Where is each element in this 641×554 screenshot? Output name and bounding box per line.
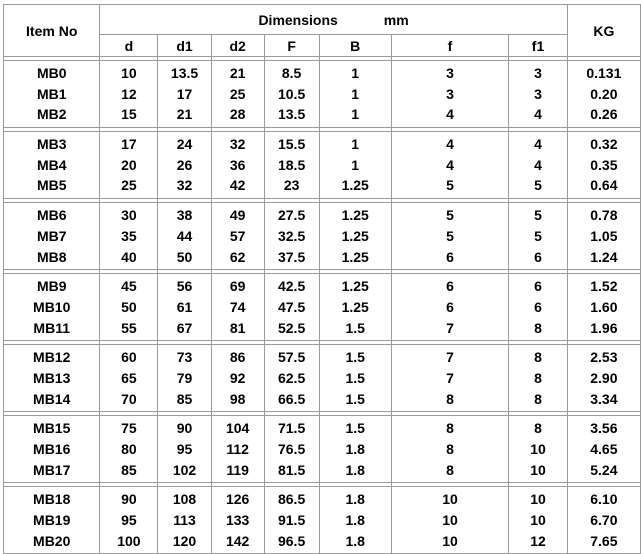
cell-value: 66.5	[277, 390, 306, 407]
cell-value: 20	[121, 156, 137, 173]
cell-value: 8	[446, 441, 454, 457]
cell-value: 100	[117, 532, 141, 549]
cell-value: 55	[121, 319, 137, 336]
cell-value: 23	[283, 177, 300, 194]
cell-value: 7.65	[590, 532, 618, 549]
item-no-cell	[4, 416, 100, 483]
cell-value: 28	[229, 106, 246, 123]
cell-value: 12	[121, 85, 137, 102]
d1-cell	[158, 416, 211, 483]
cell-value: 52.5	[277, 319, 306, 336]
f1-cell	[509, 132, 567, 199]
kg-cell	[567, 61, 640, 128]
f1-cell	[509, 487, 567, 554]
cell-value: 6	[534, 248, 542, 265]
cell-value: 50	[121, 298, 137, 315]
cell-value: 1.25	[341, 278, 369, 295]
cell-value: 35	[121, 227, 137, 244]
cell-value: 4	[446, 106, 454, 123]
cell-value: 6	[446, 248, 454, 265]
cell-value: MB16	[33, 441, 71, 457]
cell-value: 6.10	[590, 491, 618, 508]
cell-value: 42	[229, 177, 246, 194]
d-cell	[100, 345, 158, 412]
item-no-cell	[4, 61, 100, 128]
cell-value: 1	[351, 85, 360, 102]
cell-value: MB5	[36, 177, 67, 194]
cell-value: 104	[225, 420, 250, 437]
cell-value: 71.5	[277, 420, 306, 437]
cell-value: 75	[121, 420, 137, 437]
cell-value: 108	[172, 491, 197, 508]
cell-value: 1.8	[345, 491, 365, 508]
cell-value: 113	[173, 512, 196, 529]
cell-value: 8	[534, 349, 542, 366]
d-cell	[100, 416, 158, 483]
b-cell	[319, 203, 391, 270]
cell-value: 1.05	[590, 227, 618, 244]
d2-cell	[211, 416, 264, 483]
item-no-cell	[4, 274, 100, 341]
cell-value: 12	[530, 532, 546, 549]
cell-value: 95	[176, 441, 193, 457]
cell-value: 79	[176, 369, 193, 386]
cell-value: MB19	[33, 512, 71, 529]
cell-value: 91.5	[277, 512, 306, 529]
cell-value: 44	[176, 227, 193, 244]
cell-value: 36	[229, 156, 246, 173]
item-no-cell	[4, 487, 100, 554]
table-row-group	[4, 274, 641, 341]
cell-value: 50	[176, 248, 193, 265]
cell-value: MB14	[33, 390, 71, 407]
cell-value: 86	[229, 349, 246, 366]
cell-value: 7	[446, 349, 454, 366]
d1-cell	[158, 61, 211, 128]
cell-value: 6	[534, 298, 542, 315]
cell-value: 32	[176, 177, 193, 194]
cell-value: MB13	[33, 369, 71, 386]
kg-cell	[567, 132, 640, 199]
cell-value: 4	[446, 156, 454, 173]
cell-value: 32	[229, 136, 246, 153]
cell-value: 0.32	[590, 136, 618, 153]
cell-value: 96.5	[277, 532, 306, 549]
cell-value: 69	[229, 278, 246, 295]
cell-value: 6	[534, 278, 542, 295]
d2-cell	[211, 203, 264, 270]
f-upper-cell	[264, 416, 319, 483]
cell-value: 81.5	[277, 461, 306, 478]
cell-value: 133	[225, 512, 250, 529]
cell-value: 0.64	[590, 177, 618, 194]
d2-cell	[211, 132, 264, 199]
cell-value: MB9	[36, 278, 67, 295]
cell-value: MB15	[33, 420, 71, 437]
b-cell	[319, 61, 391, 128]
cell-value: 8	[534, 369, 542, 386]
cell-value: 67	[176, 319, 193, 336]
cell-value: 5	[446, 177, 454, 194]
cell-value: 5	[534, 177, 542, 194]
cell-value: 56	[176, 278, 193, 295]
f-lower-cell	[391, 61, 509, 128]
f-upper-cell	[264, 203, 319, 270]
d2-cell	[211, 345, 264, 412]
f-upper-cell	[264, 345, 319, 412]
cell-value: 26	[176, 156, 193, 173]
cell-value: 1.25	[341, 207, 369, 224]
column-header-b: B	[319, 35, 391, 57]
cell-value: 45	[121, 278, 137, 295]
cell-value: MB10	[33, 298, 71, 315]
item-no-cell	[4, 345, 100, 412]
cell-value: 4	[534, 136, 542, 153]
cell-value: 3	[446, 85, 454, 102]
cell-value: 1.96	[590, 319, 618, 336]
cell-value: 8	[446, 461, 454, 478]
cell-value: 6	[446, 278, 454, 295]
d2-cell	[211, 274, 264, 341]
b-cell	[319, 274, 391, 341]
cell-value: 10	[442, 491, 458, 508]
cell-value: 98	[229, 390, 246, 407]
cell-value: 3	[446, 65, 454, 81]
cell-value: 70	[121, 390, 137, 407]
cell-value: 81	[229, 319, 246, 336]
cell-value: 6	[446, 298, 454, 315]
cell-value: 1.5	[345, 319, 365, 336]
cell-value: 74	[229, 298, 246, 315]
kg-cell	[567, 416, 640, 483]
column-header-d2: d2	[211, 35, 264, 57]
cell-value: 90	[121, 491, 137, 508]
cell-value: 5	[446, 227, 454, 244]
table-row-group	[4, 416, 641, 483]
cell-value: 37.5	[277, 248, 306, 265]
cell-value: MB0	[36, 65, 67, 81]
dimensions-label: Dimensions	[258, 11, 338, 28]
column-header-f-upper: F	[264, 35, 319, 57]
column-header-d1: d1	[158, 35, 211, 57]
column-header-d: d	[100, 35, 158, 57]
cell-value: 1.25	[341, 227, 369, 244]
cell-value: 57.5	[277, 349, 306, 366]
f-lower-cell	[391, 487, 509, 554]
cell-value: 57	[229, 227, 246, 244]
f1-cell	[509, 203, 567, 270]
cell-value: 119	[226, 461, 249, 478]
cell-value: 120	[172, 532, 197, 549]
cell-value: 15	[121, 106, 137, 123]
cell-value: 13.5	[170, 65, 199, 81]
f-lower-cell	[391, 203, 509, 270]
cell-value: 10	[530, 441, 546, 457]
cell-value: 1.25	[341, 177, 369, 194]
dimension-table	[3, 4, 641, 554]
cell-value: 1.5	[345, 420, 365, 437]
cell-value: 112	[226, 441, 249, 457]
cell-value: 25	[121, 177, 137, 194]
table-row-group	[4, 61, 641, 128]
kg-header: KG	[567, 5, 640, 57]
f-upper-cell	[264, 274, 319, 341]
cell-value: 8	[446, 420, 454, 437]
b-cell	[319, 132, 391, 199]
cell-value: 65	[121, 369, 137, 386]
cell-value: 102	[172, 461, 197, 478]
cell-value: 1.52	[590, 278, 618, 295]
cell-value: 62.5	[277, 369, 306, 386]
d1-cell	[158, 274, 211, 341]
cell-value: 95	[121, 512, 137, 529]
cell-value: 10	[530, 491, 546, 508]
cell-value: 80	[121, 441, 137, 457]
f1-cell	[509, 274, 567, 341]
cell-value: 5	[534, 227, 542, 244]
cell-value: 21	[229, 65, 246, 81]
cell-value: 0.26	[590, 106, 618, 123]
unit-label: mm	[383, 11, 409, 28]
cell-value: 32.5	[277, 227, 306, 244]
cell-value: MB7	[36, 227, 67, 244]
cell-value: 1.5	[345, 390, 365, 407]
table-row-group	[4, 487, 641, 554]
cell-value: 0.35	[590, 156, 618, 173]
table-body	[4, 5, 641, 554]
column-header-f-lower: f	[391, 35, 509, 57]
f-lower-cell	[391, 416, 509, 483]
item-no-cell	[4, 132, 100, 199]
cell-value: 1.8	[345, 461, 365, 478]
header-row-top	[4, 5, 641, 35]
d-cell	[100, 487, 158, 554]
cell-value: MB11	[33, 319, 70, 336]
cell-value: MB3	[36, 136, 67, 153]
cell-value: 1.8	[345, 441, 365, 457]
cell-value: 4	[446, 136, 454, 153]
cell-value: 1	[351, 156, 360, 173]
d-cell	[100, 61, 158, 128]
cell-value: 1.5	[345, 369, 365, 386]
cell-value: 40	[121, 248, 137, 265]
cell-value: 5.24	[590, 461, 618, 478]
cell-value: 3.34	[590, 390, 618, 407]
cell-value: 42.5	[277, 278, 306, 295]
cell-value: 1	[351, 106, 360, 123]
b-cell	[319, 416, 391, 483]
cell-value: 5	[534, 207, 542, 224]
cell-value: 3	[534, 85, 542, 102]
cell-value: 15.5	[277, 136, 306, 153]
cell-value: 10	[442, 532, 458, 549]
f1-cell	[509, 61, 567, 128]
cell-value: 62	[229, 248, 246, 265]
cell-value: 8	[534, 420, 542, 437]
cell-value: MB1	[36, 85, 67, 102]
cell-value: 1.24	[590, 248, 618, 265]
table-row-group	[4, 345, 641, 412]
d2-cell	[211, 61, 264, 128]
cell-value: 6.70	[590, 512, 618, 529]
f-upper-cell	[264, 132, 319, 199]
cell-value: 90	[176, 420, 193, 437]
f-lower-cell	[391, 345, 509, 412]
cell-value: 38	[176, 207, 193, 224]
dimensions-header	[100, 5, 567, 35]
cell-value: 1.8	[345, 532, 365, 549]
cell-value: 1.25	[341, 248, 369, 265]
cell-value: 3.56	[590, 420, 618, 437]
f-upper-cell	[264, 61, 319, 128]
header-row-columns	[4, 35, 641, 57]
cell-value: MB2	[36, 106, 67, 123]
cell-value: 60	[121, 349, 137, 366]
kg-cell	[567, 203, 640, 270]
cell-value: 4	[534, 156, 542, 173]
cell-value: 30	[121, 207, 137, 224]
kg-cell	[567, 487, 640, 554]
d2-cell	[211, 487, 264, 554]
cell-value: 49	[229, 207, 246, 224]
cell-value: 4.65	[590, 441, 618, 457]
cell-value: MB18	[33, 491, 71, 508]
cell-value: 10	[530, 461, 546, 478]
cell-value: 8	[534, 319, 542, 336]
cell-value: 61	[176, 298, 193, 315]
d-cell	[100, 203, 158, 270]
cell-value: 1.5	[345, 349, 365, 366]
cell-value: 0.20	[590, 85, 618, 102]
cell-value: 2.53	[590, 349, 618, 366]
cell-value: 8	[446, 390, 454, 407]
f1-cell	[509, 345, 567, 412]
d-cell	[100, 274, 158, 341]
cell-value: 76.5	[277, 441, 306, 457]
cell-value: MB4	[36, 156, 67, 173]
b-cell	[319, 487, 391, 554]
cell-value: 8	[534, 390, 542, 407]
cell-value: MB20	[33, 532, 71, 549]
cell-value: 0.78	[590, 207, 618, 224]
cell-value: 7	[446, 369, 454, 386]
d1-cell	[158, 203, 211, 270]
cell-value: MB8	[36, 248, 67, 265]
cell-value: 7	[446, 319, 454, 336]
cell-value: 21	[176, 106, 193, 123]
cell-value: MB12	[33, 349, 71, 366]
cell-value: 10.5	[277, 85, 306, 102]
d1-cell	[158, 487, 211, 554]
cell-value: 86.5	[277, 491, 306, 508]
f1-cell	[509, 416, 567, 483]
cell-value: 4	[534, 106, 542, 123]
cell-value: MB6	[36, 207, 67, 224]
cell-value: 1	[351, 136, 360, 153]
d1-cell	[158, 345, 211, 412]
cell-value: MB17	[33, 461, 71, 478]
cell-value: 8.5	[281, 65, 302, 81]
cell-value: 24	[176, 136, 193, 153]
cell-value: 5	[446, 207, 454, 224]
cell-value: 1	[351, 65, 360, 81]
f-upper-cell	[264, 487, 319, 554]
kg-cell	[567, 274, 640, 341]
cell-value: 2.90	[590, 369, 618, 386]
cell-value: 47.5	[277, 298, 306, 315]
cell-value: 1.60	[590, 298, 618, 315]
cell-value: 10	[442, 512, 458, 529]
cell-value: 92	[229, 369, 246, 386]
cell-value: 3	[534, 65, 542, 81]
cell-value: 25	[229, 85, 246, 102]
cell-value: 17	[176, 85, 193, 102]
cell-value: 27.5	[277, 207, 306, 224]
cell-value: 126	[225, 491, 250, 508]
d-cell	[100, 132, 158, 199]
cell-value: 17	[121, 136, 137, 153]
item-no-cell	[4, 203, 100, 270]
cell-value: 1.25	[341, 298, 369, 315]
kg-cell	[567, 345, 640, 412]
cell-value: 85	[121, 461, 137, 478]
cell-value: 73	[176, 349, 193, 366]
item-no-header: Item No	[4, 5, 100, 57]
f-lower-cell	[391, 274, 509, 341]
cell-value: 85	[176, 390, 193, 407]
cell-value: 13.5	[277, 106, 306, 123]
cell-value: 10	[121, 65, 137, 81]
cell-value: 1.8	[345, 512, 365, 529]
b-cell	[319, 345, 391, 412]
cell-value: 18.5	[277, 156, 306, 173]
table-row-group	[4, 203, 641, 270]
f-lower-cell	[391, 132, 509, 199]
cell-value: 10	[530, 512, 546, 529]
cell-value: 0.131	[586, 65, 622, 81]
table-row-group	[4, 132, 641, 199]
d1-cell	[158, 132, 211, 199]
cell-value: 142	[225, 532, 250, 549]
column-header-f1: f1	[509, 35, 567, 57]
